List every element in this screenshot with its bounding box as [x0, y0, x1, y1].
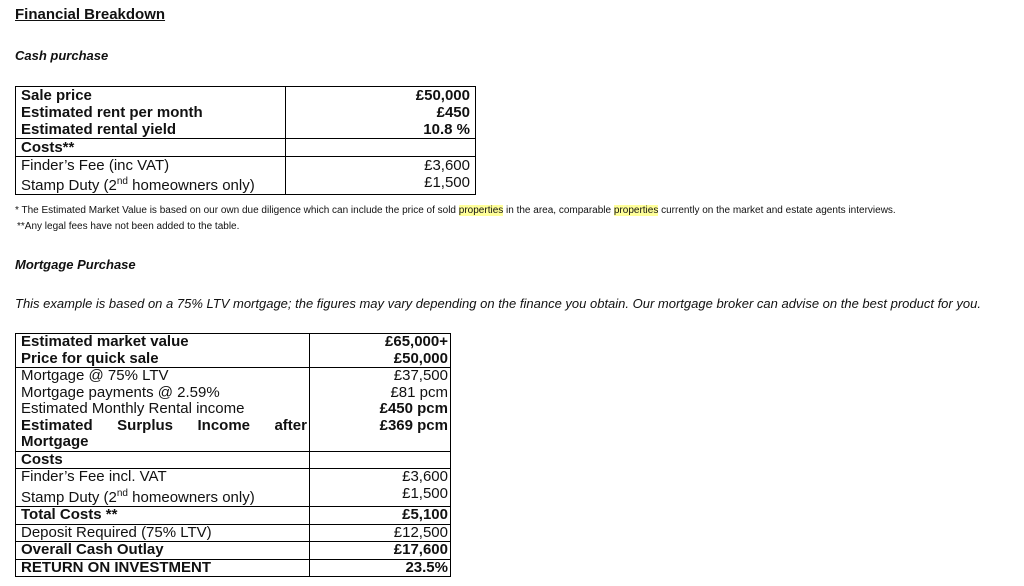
table-row: [16, 87, 476, 139]
mortgage-intro-text: This example is based on a 75% LTV mortgage; the figures may vary depending on the finance you obtain. Our mortgage broker can advise on the best product for you.: [15, 296, 981, 311]
yield-value: 10.8 %: [423, 121, 470, 138]
mortgage-purchase-heading: Mortgage Purchase: [15, 257, 136, 272]
surplus-income-label: Estimated Surplus Income after: [21, 416, 307, 434]
market-value-value: £65,000+: [385, 333, 448, 350]
table-row: [16, 469, 451, 507]
surplus-income-value: £369 pcm: [379, 416, 448, 434]
mortgage-costs-empty-cell: [310, 451, 451, 469]
costs-label: Costs**: [16, 139, 286, 157]
mortgage-detail-values: [310, 368, 451, 452]
mortgage-payments-label: Mortgage payments @ 2.59%: [21, 383, 220, 401]
table-row: [16, 542, 451, 560]
sale-price-value: £50,000: [415, 87, 470, 104]
mortgage-ltv-label: Mortgage @ 75% LTV: [21, 367, 169, 384]
table-row: [16, 334, 451, 368]
quick-sale-label: Price for quick sale: [21, 349, 159, 367]
rental-income-value: £450 pcm: [379, 400, 448, 417]
page-title: Financial Breakdown: [15, 6, 166, 23]
total-costs-value: £5,100: [310, 507, 451, 525]
cash-outlay-label: Overall Cash Outlay: [16, 542, 310, 560]
rent-value: £450: [436, 104, 470, 121]
yield-label: Estimated rental yield: [21, 121, 177, 138]
cash-purchase-heading: Cash purchase: [15, 48, 109, 63]
mortgage-value-values: [310, 334, 451, 368]
mortgage-stamp-duty-label: Stamp Duty (2nd homeowners only): [21, 487, 255, 506]
table-row: [16, 524, 451, 542]
mortgage-detail-labels: [16, 368, 310, 452]
rental-income-label: Estimated Monthly Rental income: [21, 400, 245, 417]
deposit-label: Deposit Required (75% LTV): [16, 524, 310, 542]
market-value-footnote: * The Estimated Market Value is based on our own due diligence which can include the price of sold properties in the area, comparable properties currently on the market and estate agents interviews.: [15, 205, 896, 216]
cash-cost-values: [286, 157, 476, 195]
table-row: [16, 507, 451, 525]
legal-fees-footnote: **Any legal fees have not been added to the table.: [17, 221, 240, 232]
cash-purchase-table: [15, 86, 476, 195]
costs-empty-cell: [286, 139, 476, 157]
mortgage-costs-label: Costs: [16, 451, 310, 469]
stamp-duty-value: £1,500: [424, 174, 470, 191]
cash-summary-values: [286, 87, 476, 139]
mortgage-ltv-value: £37,500: [393, 367, 448, 384]
finders-fee-label: Finder’s Fee (inc VAT): [21, 157, 170, 174]
finders-fee-value: £3,600: [424, 157, 470, 174]
market-value-label: Estimated market value: [21, 333, 189, 350]
quick-sale-value: £50,000: [393, 349, 448, 367]
mortgage-cost-labels: [16, 469, 310, 507]
total-costs-label: Total Costs **: [16, 507, 310, 525]
deposit-value: £12,500: [310, 524, 451, 542]
mortgage-value-labels: [16, 334, 310, 368]
mortgage-finders-fee-value: £3,600: [402, 468, 448, 485]
cash-summary-labels: [16, 87, 286, 139]
sale-price-label: Sale price: [21, 87, 92, 104]
mortgage-payments-value: £81 pcm: [390, 383, 448, 401]
cash-cost-labels: [16, 157, 286, 195]
surplus-income-label-cont: Mortgage: [21, 433, 89, 450]
table-row: [16, 157, 476, 195]
roi-label: RETURN ON INVESTMENT: [16, 559, 310, 577]
cash-outlay-value: £17,600: [310, 542, 451, 560]
table-row: [16, 368, 451, 452]
mortgage-stamp-duty-value: £1,500: [402, 484, 448, 502]
mortgage-finders-fee-label: Finder’s Fee incl. VAT: [21, 468, 167, 485]
mortgage-purchase-table: [15, 333, 451, 577]
stamp-duty-label: Stamp Duty (2nd homeowners only): [21, 176, 255, 194]
rent-label: Estimated rent per month: [21, 104, 203, 121]
table-row: [16, 559, 451, 577]
mortgage-cost-values: [310, 469, 451, 507]
table-row: [16, 451, 451, 469]
roi-value: 23.5%: [310, 559, 451, 577]
table-row: [16, 139, 476, 157]
